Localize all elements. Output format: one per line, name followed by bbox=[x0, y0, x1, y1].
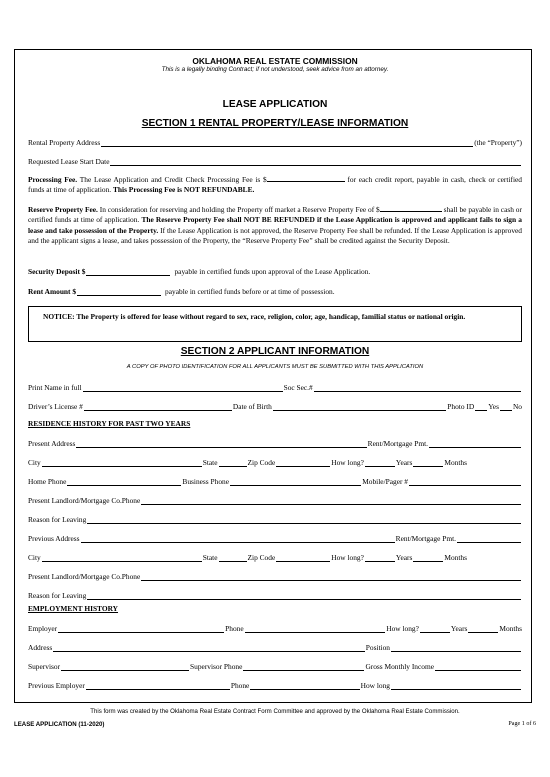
previous-city-row bbox=[28, 551, 522, 562]
previous-state-field[interactable] bbox=[219, 553, 247, 562]
present-landlord-row bbox=[28, 494, 522, 505]
previous-landlord-field[interactable] bbox=[141, 572, 521, 581]
commission-title: OKLAHOMA REAL ESTATE COMMISSION bbox=[192, 56, 358, 66]
present-landlord-field[interactable] bbox=[141, 496, 521, 505]
photo-id-yes-field[interactable] bbox=[475, 402, 487, 411]
section2-title: SECTION 2 APPLICANT INFORMATION bbox=[180, 346, 370, 357]
previous-years-label: Years bbox=[395, 553, 413, 562]
how-long-label: How long? bbox=[331, 458, 364, 467]
previous-landlord-row bbox=[28, 570, 522, 581]
previous-employer-label: Previous Employer bbox=[28, 681, 85, 690]
previous-reason-row bbox=[28, 589, 522, 600]
reserve-fee-heading: Reserve Property Fee. bbox=[28, 205, 98, 214]
position-label: Position bbox=[365, 643, 390, 652]
previous-years-field[interactable] bbox=[365, 553, 395, 562]
rent-amount-text: payable in certified funds before or at time of possession. bbox=[165, 287, 335, 296]
reason-for-leaving-field[interactable] bbox=[87, 515, 521, 524]
reserve-fee-text-3: If the Lease Application is not approved, the Reserve Property Fee shall be refunded. If the Lease Application is approved and the applicant signs a lease, and takes possession of the Property, the “Reserve Property Fee” shall be credited against the Security Deposit. bbox=[28, 225, 522, 245]
supervisor-phone-field[interactable] bbox=[243, 662, 364, 671]
reserve-fee-amount-field[interactable] bbox=[380, 204, 442, 212]
present-address-row bbox=[28, 437, 522, 448]
supervisor-phone-label: Supervisor Phone bbox=[190, 662, 243, 671]
previous-employer-how-long-field[interactable] bbox=[391, 681, 521, 690]
state-label: State bbox=[202, 458, 218, 467]
previous-address-field[interactable] bbox=[81, 534, 395, 543]
employer-phone-label: Phone bbox=[225, 624, 244, 633]
employer-years-label: Years bbox=[450, 624, 468, 633]
no-label: No bbox=[512, 402, 522, 411]
processing-fee-paragraph bbox=[28, 174, 522, 196]
processing-fee-nonrefundable: This Processing Fee is NOT REFUNDABLE. bbox=[112, 185, 255, 195]
photo-id-label: Photo ID bbox=[447, 402, 475, 411]
home-phone-field[interactable] bbox=[67, 477, 181, 486]
previous-employer-field[interactable] bbox=[86, 681, 230, 690]
employer-label: Employer bbox=[28, 624, 58, 633]
photo-id-no-field[interactable] bbox=[500, 402, 512, 411]
employer-months-field[interactable] bbox=[468, 624, 498, 633]
processing-fee-text: The Lease Application and Credit Check Processing Fee is $ bbox=[79, 175, 267, 184]
print-name-field[interactable] bbox=[83, 383, 283, 392]
previous-rent-mortgage-label: Rent/Mortgage Pmt. bbox=[395, 534, 456, 543]
rent-amount-field[interactable] bbox=[77, 287, 161, 296]
previous-reason-label: Reason for Leaving bbox=[28, 591, 87, 600]
gross-monthly-income-label: Gross Monthly Income bbox=[365, 662, 434, 671]
photo-id-notice: A COPY OF PHOTO IDENTIFICATION FOR ALL APPLICANTS MUST BE SUBMITTED WITH THIS APPLICATION bbox=[126, 364, 424, 370]
employer-address-row bbox=[28, 641, 522, 652]
employer-months-label: Months bbox=[499, 624, 522, 633]
supervisor-label: Supervisor bbox=[28, 662, 61, 671]
years-field[interactable] bbox=[365, 458, 395, 467]
zip-code-label: Zip Code bbox=[247, 458, 276, 467]
processing-fee-text-3: check or certified funds at time of application. bbox=[28, 175, 522, 195]
reason-for-leaving-label: Reason for Leaving bbox=[28, 515, 87, 524]
date-of-birth-label: Date of Birth bbox=[232, 402, 272, 411]
fair-housing-notice: NOTICE: The Property is offered for lease without regard to sex, race, religion, color, age, handicap, familial status or national origin. bbox=[28, 306, 522, 342]
previous-zip-field[interactable] bbox=[276, 553, 330, 562]
previous-employer-row bbox=[28, 679, 522, 690]
city-label: City bbox=[28, 458, 41, 467]
supervisor-row bbox=[28, 660, 522, 671]
phone-row bbox=[28, 475, 522, 486]
previous-zip-label: Zip Code bbox=[247, 553, 276, 562]
months-field[interactable] bbox=[413, 458, 443, 467]
residence-history-heading: RESIDENCE HISTORY FOR PAST TWO YEARS bbox=[28, 419, 191, 428]
months-label: Months bbox=[444, 458, 467, 467]
rental-property-address-label: Rental Property Address bbox=[28, 138, 101, 147]
previous-city-field[interactable] bbox=[42, 553, 202, 562]
rent-mortgage-pmt-field[interactable] bbox=[429, 439, 521, 448]
state-field[interactable] bbox=[219, 458, 247, 467]
previous-months-field[interactable] bbox=[413, 553, 443, 562]
employer-phone-field[interactable] bbox=[245, 624, 386, 633]
years-label: Years bbox=[395, 458, 413, 467]
previous-landlord-label: Present Landlord/Mortgage Co.Phone bbox=[28, 572, 141, 581]
present-city-row bbox=[28, 456, 522, 467]
present-address-field[interactable] bbox=[76, 439, 366, 448]
reserve-fee-text-2: shall be payable in cash or certified funds at time of application. bbox=[28, 205, 522, 225]
processing-fee-text-2: for each credit report, payable in cash, bbox=[347, 175, 466, 184]
rent-amount-label: Rent Amount $ bbox=[28, 287, 77, 296]
previous-employer-phone-label: Phone bbox=[230, 681, 250, 690]
rent-mortgage-pmt-label: Rent/Mortgage Pmt. bbox=[367, 439, 428, 448]
date-of-birth-field[interactable] bbox=[273, 402, 446, 411]
document-title: LEASE APPLICATION bbox=[222, 99, 328, 110]
lease-start-row bbox=[28, 155, 522, 166]
print-name-label: Print Name in full bbox=[28, 383, 82, 392]
page-number: Page 1 of 6 bbox=[508, 721, 536, 727]
legal-notice: This is a legally binding Contract; if not understood, seek advice from an attorney. bbox=[161, 66, 389, 73]
soc-sec-label: Soc Sec.# bbox=[283, 383, 313, 392]
previous-rent-mortgage-field[interactable] bbox=[457, 534, 521, 543]
business-phone-label: Business Phone bbox=[182, 477, 229, 486]
previous-city-label: City bbox=[28, 553, 41, 562]
security-deposit-row bbox=[28, 265, 522, 276]
security-deposit-text: payable in certified funds upon approval of the Lease Application. bbox=[174, 267, 371, 276]
soc-sec-field[interactable] bbox=[314, 383, 521, 392]
previous-months-label: Months bbox=[444, 553, 467, 562]
city-field[interactable] bbox=[42, 458, 202, 467]
home-phone-label: Home Phone bbox=[28, 477, 67, 486]
reserve-fee-text: In consideration for reserving and holding the Property off market a Reserve Property Fee of $ bbox=[99, 205, 380, 214]
yes-label: Yes bbox=[488, 402, 499, 411]
section1-title: SECTION 1 RENTAL PROPERTY/LEASE INFORMATION bbox=[141, 118, 409, 129]
supervisor-field[interactable] bbox=[61, 662, 189, 671]
business-phone-field[interactable] bbox=[230, 477, 361, 486]
mobile-pager-field[interactable] bbox=[409, 477, 521, 486]
employer-row bbox=[28, 622, 522, 633]
rental-property-address-field[interactable] bbox=[101, 138, 473, 147]
rental-property-address-row bbox=[28, 136, 522, 147]
reserve-fee-paragraph bbox=[28, 204, 522, 246]
employer-years-field[interactable] bbox=[420, 624, 450, 633]
drivers-license-field[interactable] bbox=[84, 402, 232, 411]
position-field[interactable] bbox=[391, 643, 521, 652]
security-deposit-label: Security Deposit $ bbox=[28, 267, 86, 276]
processing-fee-heading: Processing Fee. bbox=[28, 175, 78, 184]
previous-how-long-label: How long? bbox=[331, 553, 364, 562]
employment-history-heading: EMPLOYMENT HISTORY bbox=[28, 604, 119, 613]
reason-row bbox=[28, 513, 522, 524]
previous-address-row bbox=[28, 532, 522, 543]
previous-employer-how-long-label: How long bbox=[360, 681, 390, 690]
drivers-license-label: Driver’s License # bbox=[28, 402, 83, 411]
previous-employer-phone-field[interactable] bbox=[250, 681, 359, 690]
gross-monthly-income-field[interactable] bbox=[435, 662, 521, 671]
form-identifier: LEASE APPLICATION (11-2020) bbox=[14, 721, 105, 728]
employer-address-field[interactable] bbox=[53, 643, 365, 652]
employer-address-label: Address bbox=[28, 643, 53, 652]
present-landlord-label: Present Landlord/Mortgage Co.Phone bbox=[28, 496, 141, 505]
security-deposit-field[interactable] bbox=[86, 267, 170, 276]
processing-fee-amount-field[interactable] bbox=[267, 174, 345, 182]
employer-field[interactable] bbox=[58, 624, 224, 633]
license-row bbox=[28, 400, 522, 411]
previous-reason-field[interactable] bbox=[87, 591, 521, 600]
rent-amount-row bbox=[28, 285, 522, 296]
previous-address-label: Previous Address bbox=[28, 534, 80, 543]
lease-start-label: Requested Lease Start Date bbox=[28, 157, 110, 166]
the-property-label: (the “Property”) bbox=[474, 138, 522, 147]
mobile-pager-label: Mobile/Pager # bbox=[362, 477, 408, 486]
present-address-label: Present Address bbox=[28, 439, 76, 448]
name-row bbox=[28, 381, 522, 392]
employer-how-long-label: How long? bbox=[386, 624, 419, 633]
previous-state-label: State bbox=[202, 553, 218, 562]
zip-code-field[interactable] bbox=[276, 458, 330, 467]
footer-note: This form was created by the Oklahoma Real Estate Contract Form Committee and approved by the Oklahoma Real Estate Commission. bbox=[90, 708, 460, 715]
reserve-fee-bold-clause: The Reserve Property Fee shall NOT BE REFUNDED if the Lease Application is approved and applicant fails to sign a lease and take possession of the Property. bbox=[28, 215, 522, 235]
lease-start-field[interactable] bbox=[110, 157, 521, 166]
